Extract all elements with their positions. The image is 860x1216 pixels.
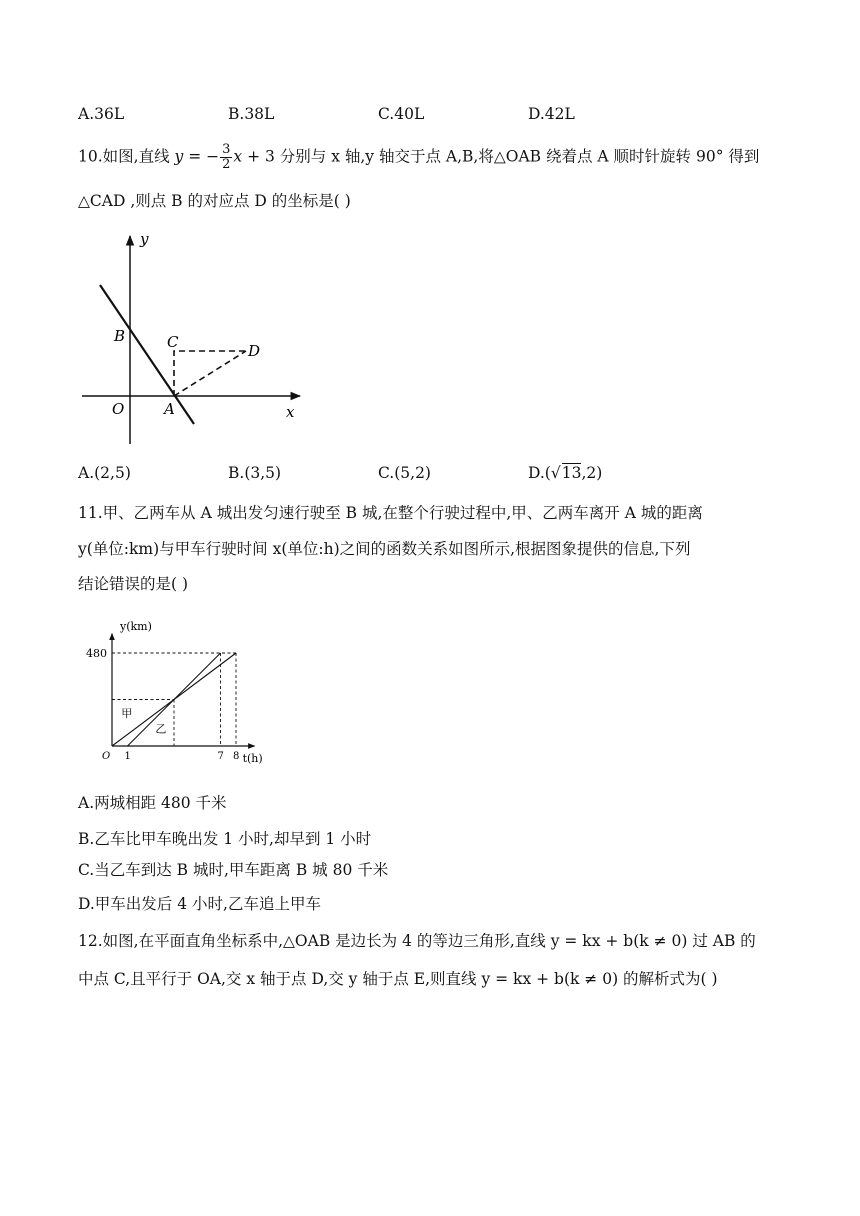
q10-eq-y: y — [174, 147, 184, 166]
q10-option-b: B.(3,5) — [228, 464, 282, 482]
q9-option-a: A.36L — [78, 105, 125, 123]
q10-stem-line2: △CAD ,则点 B 的对应点 D 的坐标是( ) — [78, 192, 351, 210]
q11-option-d: D.甲车出发后 4 小时,乙车追上甲车 — [78, 895, 321, 913]
sqrt-icon: √ — [550, 464, 561, 482]
q10-segment-ad — [174, 351, 246, 396]
q11-stem-line2: y(单位:km)与甲车行驶时间 x(单位:h)之间的函数关系如图所示,根据图象提供的信息,下列 — [78, 540, 691, 558]
q11-option-a: A.两城相距 480 千米 — [78, 794, 227, 812]
q10-option-c: C.(5,2) — [378, 464, 431, 482]
q11-option-b: B.乙车比甲车晚出发 1 小时,却早到 1 小时 — [78, 830, 372, 848]
q10-label-o: O — [112, 400, 125, 418]
q11-y-tick-480: 480 — [86, 647, 107, 660]
q11-stem-line1: 11.甲、乙两车从 A 城出发匀速行驶至 B 城,在整个行驶过程中,甲、乙两车离开 A 城的距离 — [78, 504, 703, 522]
q9-option-c: C.40L — [378, 105, 425, 123]
q10-label-y: y — [140, 230, 149, 248]
q11-origin-label: O — [102, 751, 111, 762]
q10-label-b: B — [114, 327, 126, 345]
q9-option-b: B.38L — [228, 105, 275, 123]
q11-x-tick-1: 1 — [124, 751, 131, 762]
q10-option-d-root: 13 — [561, 464, 582, 482]
q10-fraction — [220, 143, 232, 172]
q11-stem-line3: 结论错误的是( ) — [78, 575, 189, 593]
q10-diagram — [78, 228, 310, 452]
q10-option-d-prefix: D.( — [528, 464, 551, 482]
q9-option-d: D.42L — [528, 105, 575, 123]
q10-eq-rest: + 3 — [242, 147, 275, 166]
q10-label-c: C — [167, 333, 179, 351]
q10-fraction-num: 3 — [222, 142, 231, 157]
q11-chart — [84, 612, 284, 772]
q10-option-a: A.(2,5) — [78, 464, 131, 482]
q10-fraction-den: 2 — [222, 157, 231, 172]
q12-stem-line2: 中点 C,且平行于 OA,交 x 轴于点 D,交 y 轴于点 E,则直线 y = kx + b(k ≠ 0) 的解析式为( ) — [78, 970, 718, 988]
q10-option-d-suffix: ,2) — [581, 464, 603, 482]
q11-xlabel: t(h) — [242, 752, 263, 765]
q11-series-label-yi: 乙 — [155, 722, 167, 736]
q11-ylabel: y(km) — [120, 620, 152, 633]
q12-stem-line1: 12.如图,在平面直角坐标系中,△OAB 是边长为 4 的等边三角形,直线 y = kx + b(k ≠ 0) 过 AB 的 — [78, 932, 756, 950]
q10-label-a: A — [164, 400, 175, 418]
q10-eq-x: x — [233, 147, 243, 166]
q10-label-d: D — [248, 342, 261, 360]
q10-post: 分别与 x 轴,y 轴交于点 A,B,将△OAB 绕着点 A 顺时针旋转 90° 得到 — [274, 147, 760, 166]
q11-option-c: C.当乙车到达 B 城时,甲车距离 B 城 80 千米 — [78, 861, 389, 879]
q10-eq-eq: = − — [183, 147, 220, 166]
q10-stem-line1 — [78, 143, 759, 172]
q11-series-label-jia: 甲 — [121, 706, 133, 720]
q10-label-x: x — [286, 403, 295, 421]
q10-pre: 10.如图,直线 — [78, 147, 175, 166]
q10-option-d — [528, 462, 602, 484]
q11-x-tick-8: 8 — [233, 751, 240, 762]
q11-x-tick-7: 7 — [217, 751, 224, 762]
